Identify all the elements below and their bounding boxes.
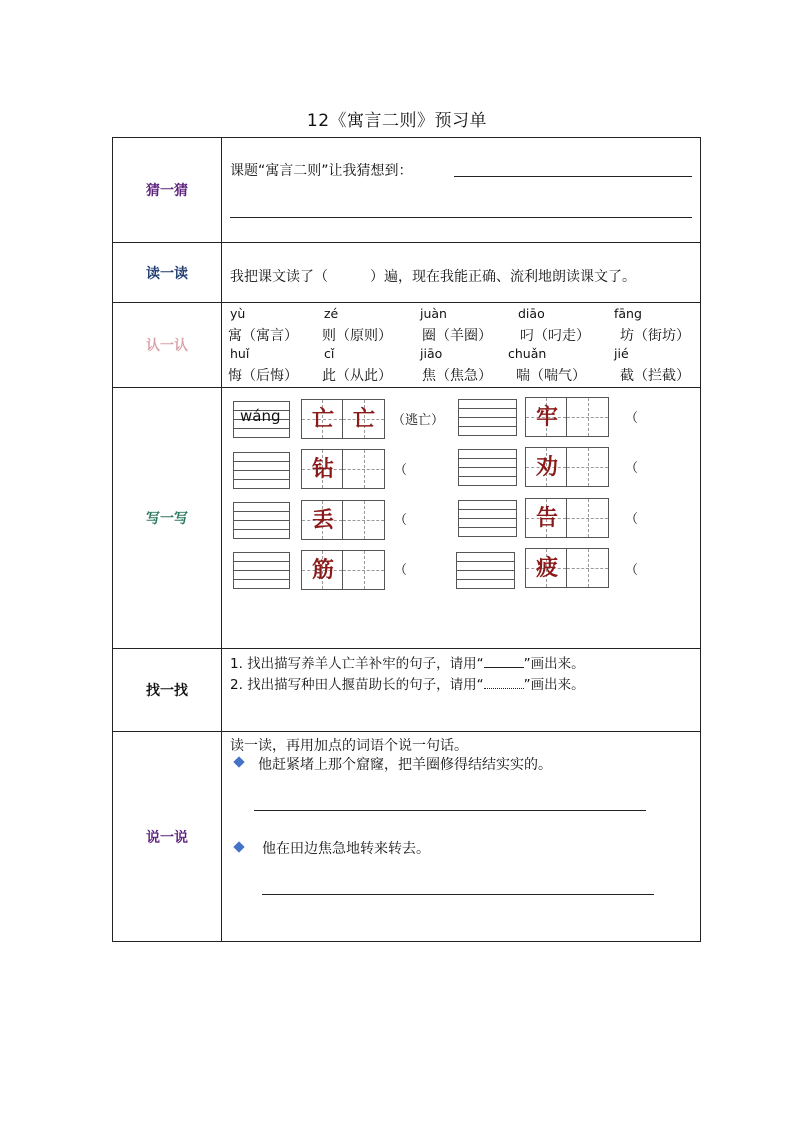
find-instruction-2: 2. 找出描写种田人揠苗助长的句子，请用“ ”画出来。 [230,677,585,693]
label-say: 说一说 [113,732,222,942]
say-answer-line-1[interactable] [254,810,646,811]
tianzige-grid[interactable] [525,447,609,487]
open-paren: （ [394,563,408,578]
pinyin-writing-box[interactable] [233,401,290,438]
pinyin: fāng [614,306,642,321]
tianzige-grid[interactable] [301,449,385,489]
word: 圈（羊圈） [422,328,492,344]
row-recognize [113,303,701,388]
model-char: 丢 [311,507,334,533]
read-content [222,243,701,303]
open-paren: （ [394,463,408,478]
page-title: 12《寓言二则》预习单 [306,111,488,131]
model-char: 钻 [311,456,334,482]
find-instruction-1: 1. 找出描写养羊人亡羊补牢的句子，请用“ ”画出来。 [230,656,585,672]
pinyin: jié [614,346,629,361]
tianzige-grid[interactable] [525,548,609,588]
example-pinyin: wáng [240,407,281,425]
word: 坊（街坊） [620,328,690,344]
pinyin-writing-box[interactable] [233,502,290,539]
underline-mark [484,655,524,668]
say-answer-line-2[interactable] [262,894,654,895]
word: 则（原则） [322,328,392,344]
tianzige-grid[interactable] [301,550,385,590]
tianzige-grid[interactable] [301,500,385,540]
model-char: 疲 [535,555,558,581]
pinyin: zé [324,306,339,321]
guess-answer-line-2[interactable] [230,217,692,218]
guess-answer-line-1[interactable] [454,176,692,177]
open-paren: （ [625,461,639,476]
example-char: 亡 [353,406,376,432]
model-char: 牢 [535,404,558,430]
tianzige-grid[interactable] [525,498,609,538]
word: 截（拦截） [620,368,690,384]
say-sentence-1: 他赶紧堵上那个窟窿，把羊圈修得结结实实的。 [258,757,552,773]
example-char: 亡 [311,406,334,432]
word: 此（从此） [322,368,392,384]
open-paren: （ [625,563,639,578]
pinyin-writing-box[interactable] [233,552,290,589]
diamond-bullet-icon [233,841,244,852]
read-sentence: 我把课文读了（ ）遍，现在我能正确、流利地朗读课文了。 [230,269,636,285]
pinyin-writing-box[interactable] [458,449,517,486]
tianzige-grid[interactable] [525,397,609,437]
pinyin-writing-box[interactable] [458,500,517,537]
word: 悔（后悔） [228,368,298,384]
pinyin: chuǎn [508,346,547,361]
pinyin: cǐ [324,346,335,361]
model-char: 劝 [535,454,558,480]
find-content [222,649,701,732]
label-read: 读一读 [113,243,222,303]
write-content [222,388,701,649]
row-write [113,388,701,649]
label-write: 写一写 [113,388,222,649]
say-content [222,732,701,942]
label-guess: 猜一猜 [113,138,222,243]
open-paren: （ [625,512,639,527]
pinyin: jiāo [420,346,443,361]
pinyin-writing-box[interactable] [233,452,290,489]
label-recognize: 认一认 [113,303,222,388]
open-paren: （ [394,513,408,528]
pinyin: yù [230,306,246,321]
example-word: （逃亡） [392,413,445,428]
row-guess [113,138,701,243]
say-instruction: 读一读，再用加点的词语个说一句话。 [230,738,468,754]
pinyin: huǐ [230,346,250,361]
word: 叼（叼走） [520,328,590,344]
diamond-bullet-icon [233,756,244,767]
tianzige-grid[interactable] [301,399,385,439]
say-sentence-2: 他在田边焦急地转来转去。 [262,841,430,857]
word: 寓（寓言） [228,328,298,344]
model-char: 告 [535,505,558,531]
label-find: 找一找 [113,649,222,732]
guess-content [222,138,701,243]
preview-sheet-table [112,137,701,942]
row-read [113,243,701,303]
model-char: 筋 [311,557,334,583]
recognize-content [222,303,701,388]
pinyin: juàn [420,306,447,321]
pinyin-writing-box[interactable] [458,399,517,436]
wavy-line-mark [484,678,524,689]
open-paren: （ [625,411,639,426]
row-say [113,732,701,942]
pinyin-writing-box[interactable] [456,552,515,589]
row-find [113,649,701,732]
guess-prompt: 课题“寓言二则”让我猜想到： [230,163,413,179]
pinyin: diāo [518,306,545,321]
word: 喘（喘气） [516,368,586,384]
word: 焦（焦急） [422,368,492,384]
